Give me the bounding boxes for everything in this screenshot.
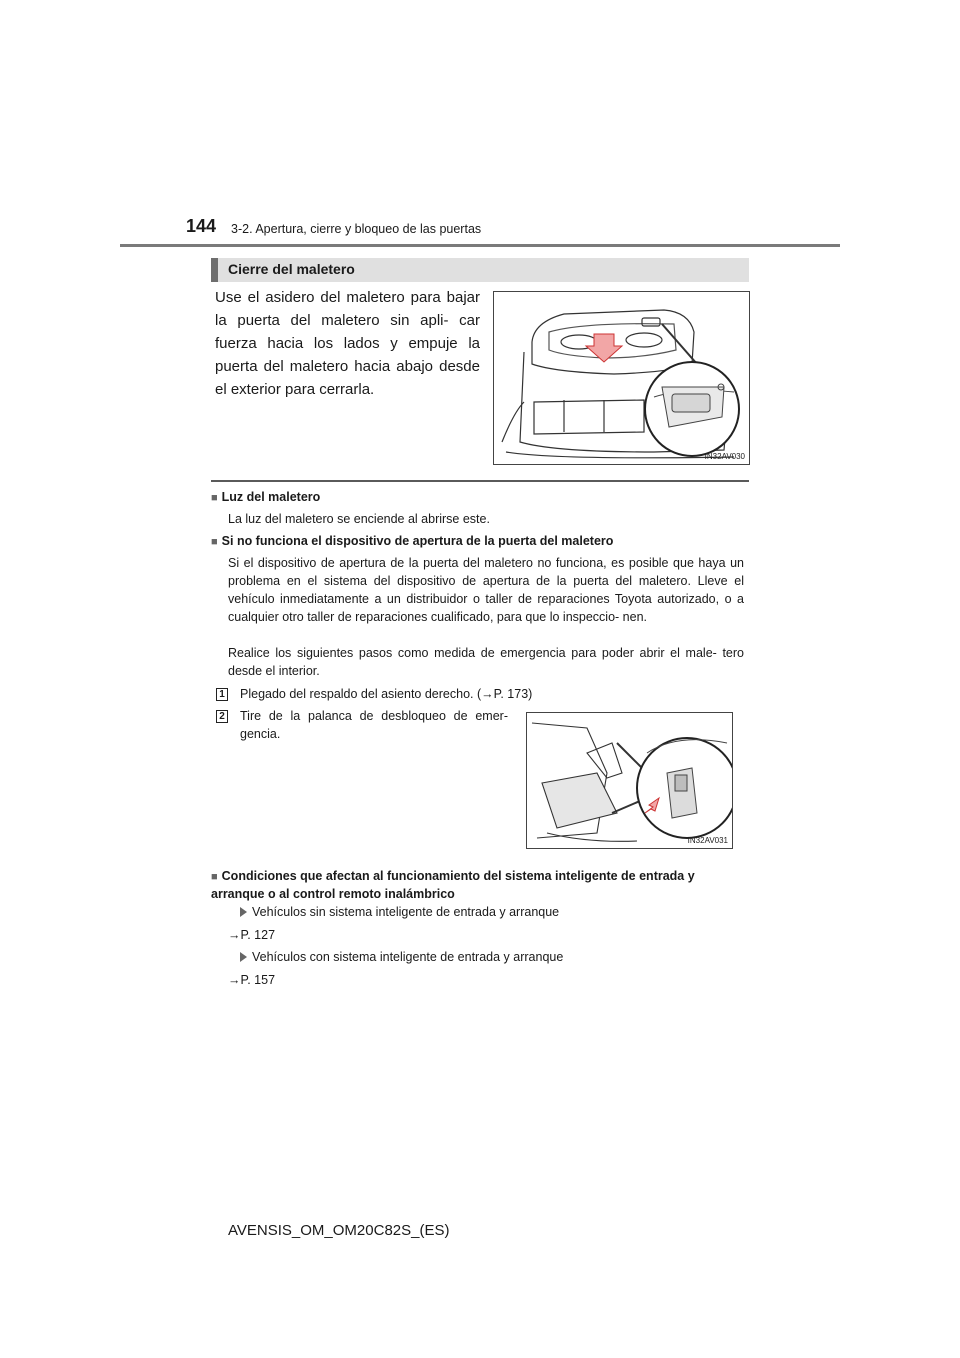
condition-item-1 bbox=[240, 905, 559, 919]
section-title: 3-2. Apertura, cierre y bloqueo de las puertas bbox=[231, 222, 482, 236]
page-number: 144 bbox=[186, 216, 217, 236]
step-text-1: Plegado del respaldo del asiento derecho. (→P. 173) bbox=[240, 687, 533, 701]
condition-item-2-ref[interactable]: →P. 157 bbox=[228, 973, 276, 987]
section-heading-label: Cierre del maletero bbox=[228, 261, 355, 277]
figure1-code: IN32AV030 bbox=[704, 452, 745, 461]
trunk-closing-figure bbox=[493, 291, 750, 465]
note-heading-opener-failure: ■ Si no funciona el dispositivo de apertura de la puerta del maletero bbox=[211, 533, 751, 551]
emergency-lever-figure bbox=[526, 712, 733, 849]
intro-text: Use el asidero del maletero para bajar la puerta del maletero sin apli- car fuerza hacia los lados y empuje la puerta del maletero hacia abajo desde el exterior para cerrarla. bbox=[215, 289, 480, 398]
section-heading bbox=[211, 258, 749, 282]
lever-illustration bbox=[527, 713, 732, 848]
trunk-illustration bbox=[494, 292, 749, 464]
condition-item-2-label: Vehículos con sistema inteligente de entrada y arranque bbox=[252, 950, 564, 964]
note-heading-trunk-light: ■ Luz del maletero bbox=[211, 489, 751, 507]
triangle-bullet-icon bbox=[240, 907, 247, 917]
condition-item-1-label: Vehículos sin sistema inteligente de entrada y arranque bbox=[252, 905, 560, 919]
step-number-2: 2 bbox=[216, 710, 228, 723]
figure2-code: IN32AV031 bbox=[687, 836, 728, 845]
note-body-emergency: Realice los siguientes pasos como medida de emergencia para poder abrir el male- tero desde el interior. bbox=[228, 646, 744, 678]
note-body-trunk-light: La luz del maletero se enciende al abrirse este. bbox=[228, 512, 490, 526]
step-text-2: Tire de la palanca de desbloqueo de emer- gencia. bbox=[240, 709, 508, 741]
header-rule bbox=[120, 244, 840, 247]
section-divider bbox=[211, 480, 749, 482]
condition-item-2 bbox=[240, 950, 563, 964]
triangle-bullet-icon bbox=[240, 952, 247, 962]
conditions-heading: ■ Condiciones que afectan al funcionamiento del sistema inteligente de entrada y arranque o al control remoto inalámbrico bbox=[211, 868, 751, 903]
note-body-opener-failure: Si el dispositivo de apertura de la puerta del maletero no funciona, es posible que haya un problema en el sistema del dispositivo de apertura de la puerta del maletero. Lleve el vehículo inmediatamente a un distribuidor o taller de reparaciones Toyota autorizado, o a cualquier otro taller de reparaciones cualificado, para que lo inspeccio- nen. bbox=[228, 556, 744, 624]
condition-item-1-ref[interactable]: →P. 127 bbox=[228, 928, 276, 942]
footer-doc-code: AVENSIS_OM_OM20C82S_(ES) bbox=[228, 1222, 450, 1239]
step-number-1: 1 bbox=[216, 688, 228, 701]
